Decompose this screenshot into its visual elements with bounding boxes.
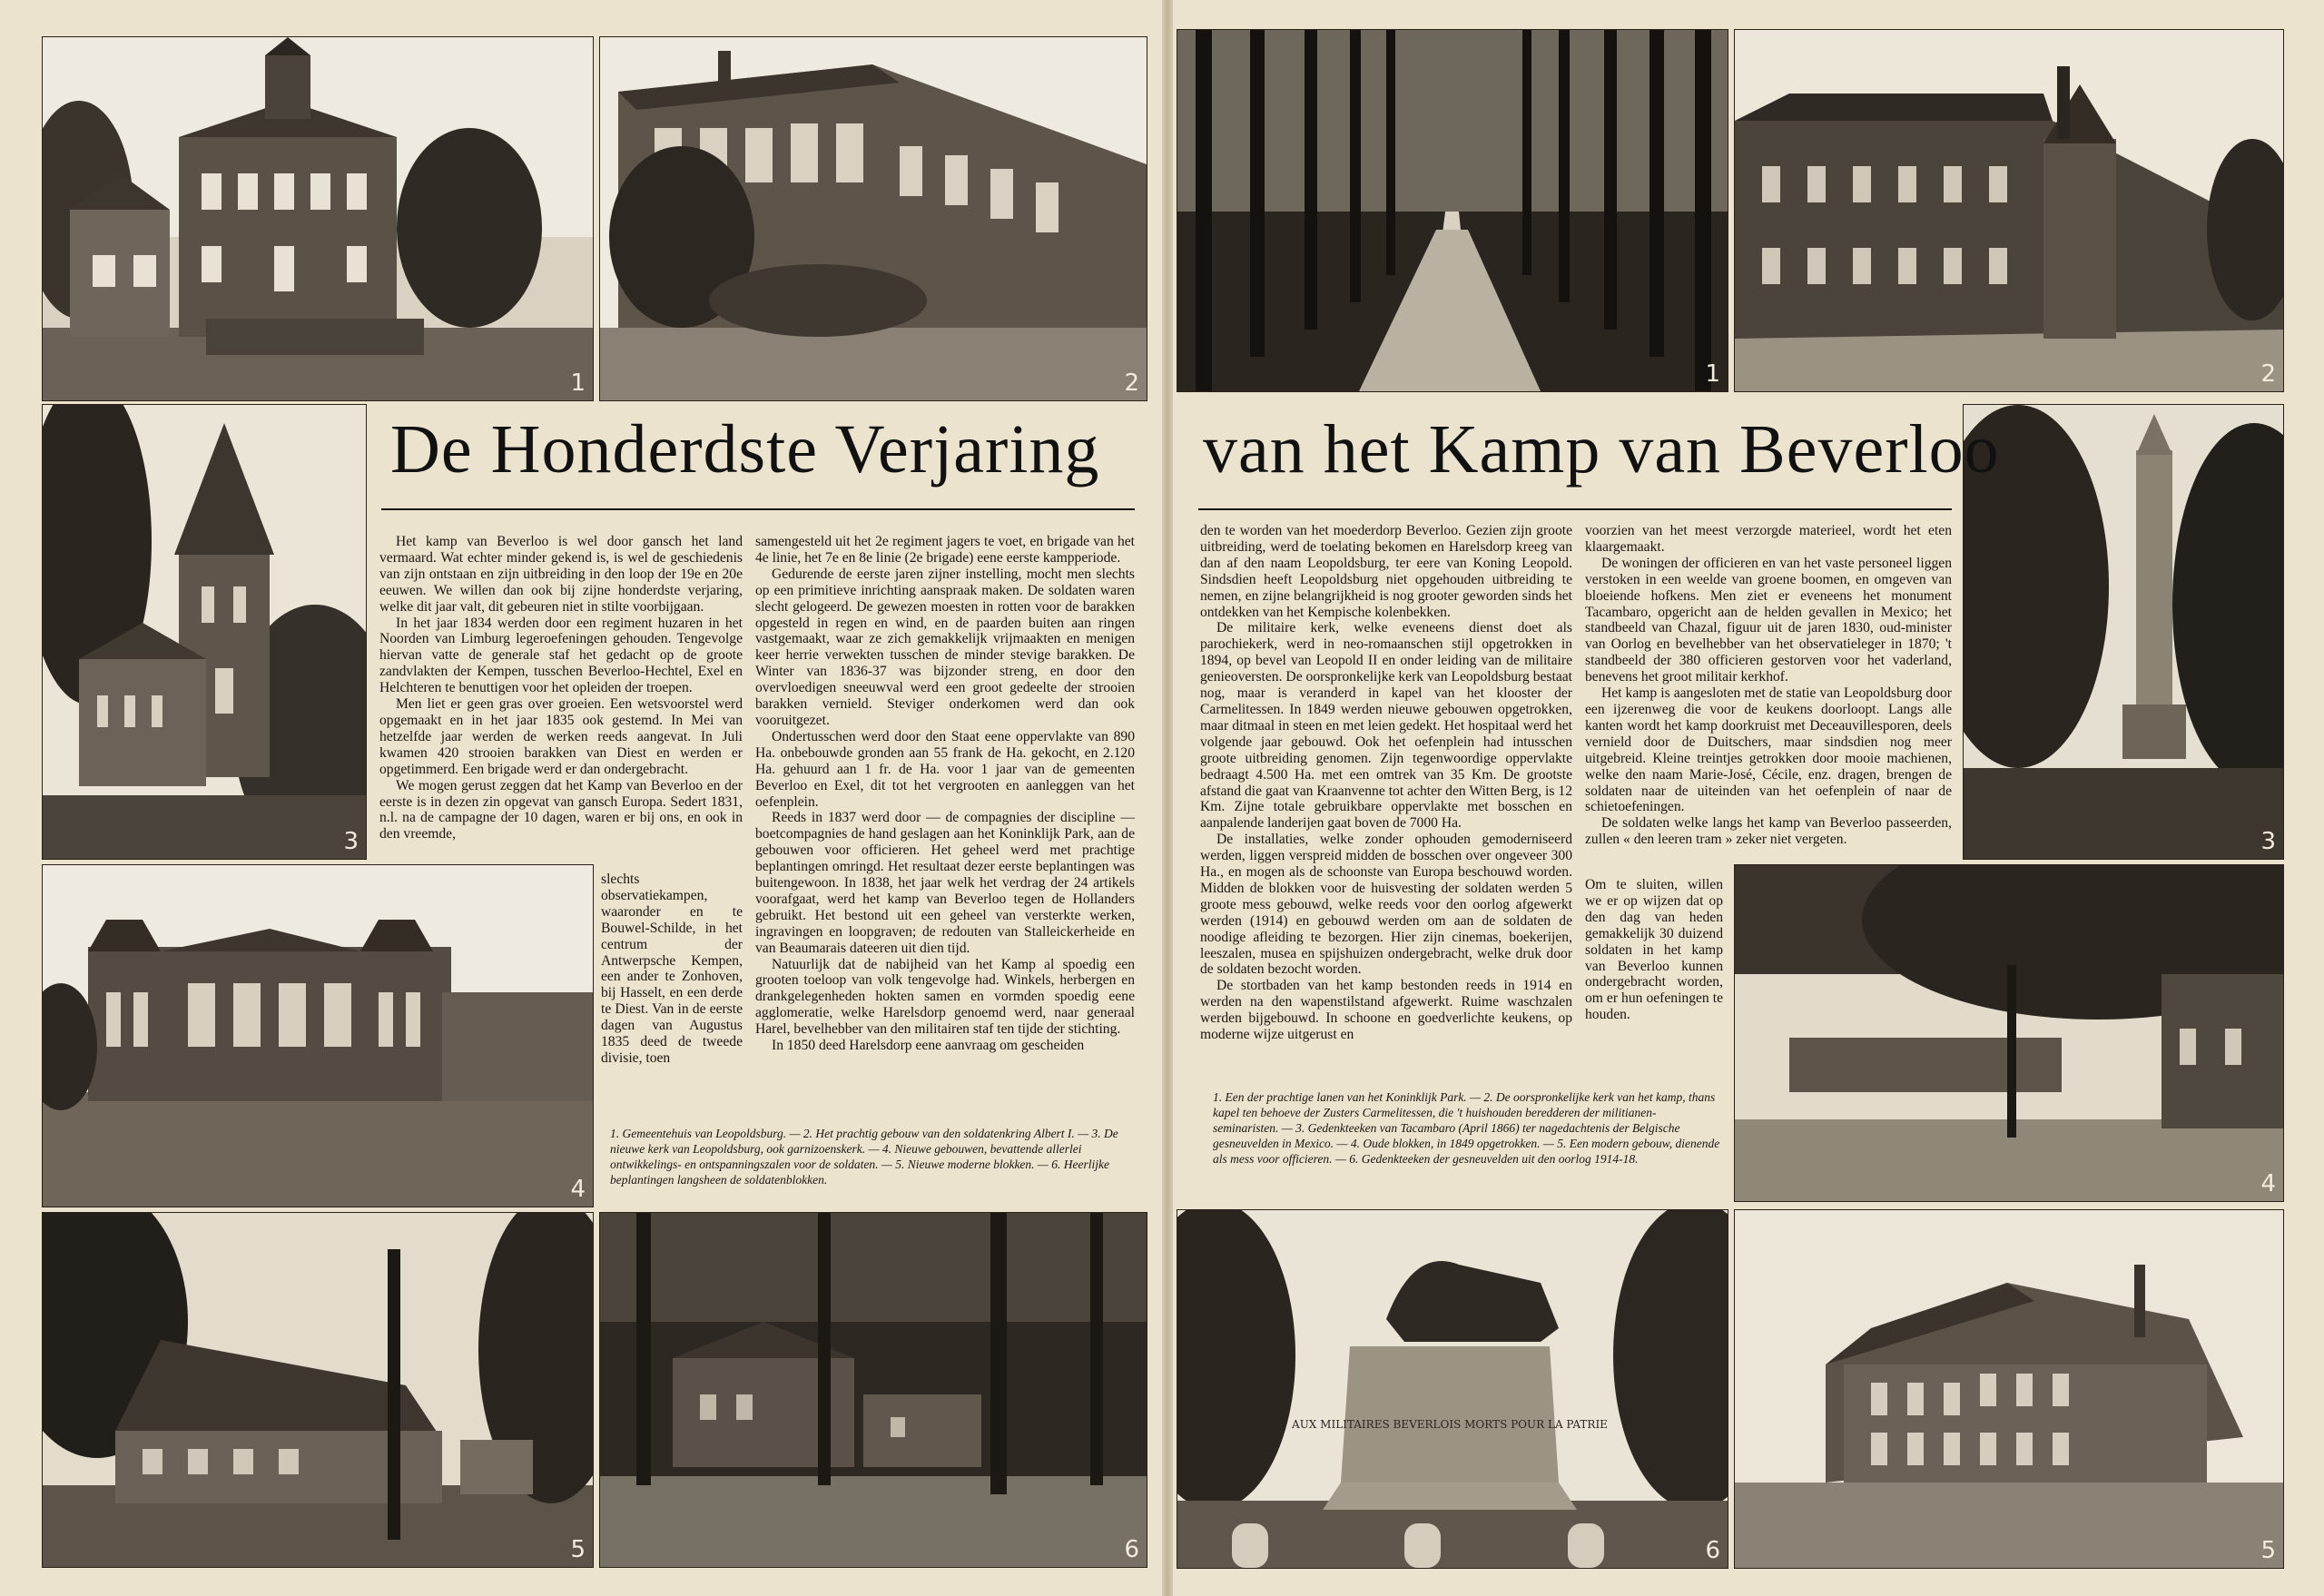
paragraph: De installaties, welke zonder ophouden gemoderniseerd werden, liggen verspreid midden de bosschen over ongeveer 300 Ha., en mogen als de schoonste van Europa beschouwd worden. Midden de blokken voor de huisvesting der soldaten werden 5 groote mess gebouwd, welke reeds voor den oorlog afgewerkt werden (1914) en gebouwd werden om aan de soldaten de noodige afleiding te bezorgen. Hier zijn cinemas, boekerijen, leeszalen, musea en spijshuizen ondergebracht, welke druk door de soldaten bezocht worden. [1200,832,1572,978]
paragraph: Het kamp is aangesloten met de statie van Leopoldsburg door een ijzerenweg die voor de keukens doorloopt. Langs alle kanten wordt het kamp doorkruist met Deceauvillesporen, deels vernield door de Duitschers, maar sindsdien nog meer uitgebreid. Kleine treintjes getrokken door mooie machienen, welke den naam Marie-José, Cécile, enz. dragen, brengen de soldaten naar de uiteinden van het oefenplein of naar de schietoefeningen. [1585,685,1952,815]
paragraph: In het jaar 1834 werden door een regiment huzaren in het Noorden van Limburg legeroefeningen gehouden. Tengevolge hiervan vatte de generale staf het gedacht op de groote zandvlakten der Kempen, tusschen Beverloo-Hechtel, Exel en Helchteren te benuttigen voor het opleiden der troepen. [379,615,743,696]
paragraph: samengesteld uit het 2e regiment jagers te voet, en brigade van het 4e linie, het 7e en 8e linie (2e brigade) eene eerste kampperiode. [755,534,1135,566]
photo-number: 6 [1124,1536,1139,1563]
photo-number: 1 [570,369,586,397]
photo-war-memorial [1177,1209,1728,1569]
paragraph: De militaire kerk, welke eveneens dienst doet als parochiekerk, werd in neo-romaanschen stijl opgetrokken in 1894, op bevel van Leopold II en onder leiding van de militaire genieoversten. De oorspronkelijke kerk van Leopoldsburg bestaat nog, maar is veranderd in kapel van het klooster der Carmelitessen. In 1849 werden nieuwe gebouwen opgetrokken, maar ditmaal in steen en met leien gedekt. Het hospitaal werd het volgende jaar gebouwd. Ook het oefenplein had intusschen groote uitbreiding genomen. Zijn tegenwoordige oppervlakte bedraagt 4.500 Ha. met een omtrek van 35 Km. De grootste afstand die gaat van Kraanvenne tot achter den Witten Berg, is 12 Km. Zijne totale gebruikbare oppervlakte met bosschen en aanpalende landerijen gaat boven de 7000 Ha. [1200,620,1572,832]
photo-number: 6 [1705,1537,1720,1564]
photo-number: 4 [570,1176,586,1203]
headline-left: De Honderdste Verjaring [390,411,1100,488]
article-column-4 [1585,523,1952,848]
paragraph: Gedurende de eerste jaren zijner instelling, mocht men slechts op een primitieve inrichting aanspraak maken. De soldaten waren slecht gelogeerd. De gewezen moesten in rotten voor de barakken opgesteld in regen en wind, en de paarden buiten aan ringen vastgemaakt, waar ze zich gemakkelijk vrijmaakten en menigen keer herrie verwekten tusschen de minder stevige barakken. De Winter van 1836-37 was bijzonder streng, en door den overvloedigen sneeuwval werd een groot gedeelte der strooien barakken vernield. Steviger onderkomen werd dan ook vooruitgezet. [755,566,1135,728]
photo-number: 2 [1124,369,1139,397]
paragraph: den te worden van het moederdorp Beverloo. Gezien zijn groote uitbreiding, werd de toelating bekomen en Harelsdorp kreeg van dan af den naam Leopoldsburg, ter eere van Koning Leopold. Sindsdien heeft Leopoldsburg niet opgehouden uitbreiding te nemen, en zijne belangrijkheid is nog grooter geworden sinds het ontdekken van het Kempische kolenbekken. [1200,523,1572,620]
center-fold [1162,0,1173,1596]
headline-rule [1198,508,1952,510]
photo-new-buildings [42,864,594,1207]
paragraph: Men liet er geen gras over groeien. Een wetsvoorstel werd opgemaakt en in het jaar 1835 ook gestemd. In Mei van hetzelfde jaar werden de werken reeds aangevat. In Juli kwamen 420 strooien barakken van Diest en werden er opgetimmerd. Een brigade werd er dan ondergebracht. [379,696,743,777]
photo-original-church [1734,29,2284,392]
paragraph: slechts observatiekampen, waaronder en te Bouwel-Schilde, in het centrum der Antwerpsche Kempen, een ander te Zonhoven, bij Hasselt, en een derde te Diest. Van in de eerste dagen van Augustus 1835 deed de tweede divisie, toen [601,872,743,1066]
photo-town-hall [42,36,594,401]
photo-modern-blocks [42,1212,594,1568]
photo-old-blocks [1734,864,2284,1202]
paragraph: Natuurlijk dat de nabijheid van het Kamp al spoedig een grooten toeloop van volk tengevolge had. Winkels, herbergen en drankgelegenheden hokten samen en vormden spoedig eene agglomeratie, welke Harelsdorp genoemd werd, naar generaal Harel, bevelhebber van den militairen staf ten tijde der stichting. [755,956,1135,1038]
article-column-1 [379,534,743,842]
paragraph: Reeds in 1837 werd door — de compagnies der discipline — boetcompagnies de hand geslagen aan het Koninklijk Park, aan de gebouwen voor officieren. Het geheel werd met prachtige beplantingen omringd. Het resultaat dezer eerste beplantingen was buitengewoon. In 1838, het jaar welk het verdrag der 24 artikels voorafgaat, werd het kamp van Beverloo tegen de Hollanders gebruikt. Het bestond uit een geheel van versterkte werken, ingravingen en loopgraven; de redouten van Stalleickerheide en van Beaumarais dateeren uit dien tijd. [755,810,1135,956]
paragraph: Ondertusschen werd door den Staat eene oppervlakte van 890 Ha. onbebouwde gronden aan 55 frank de Ha. gekocht, en 2.120 Ha. gehuurd aan 1 fr. de Ha. voor 1 jaar van de gemeenten Beverloo en Exel, dit tot het vergrooten en aanleggen van het oefenplein. [755,728,1135,810]
article-column-1-narrow [601,872,743,1067]
photo-caption-left: 1. Gemeentehuis van Leopoldsburg. — 2. Het prachtig gebouw van den soldatenkring Albert I. — 3. De nieuwe kerk van Leopoldsburg, ook garnizoenskerk. — 4. Nieuwe gebouwen, bevattende allerlei ontwikkelings- en ontspanningszalen voor de soldaten. — 5. Nieuwe moderne blokken. — 6. Heerlijke beplantingen langsheen de soldatenblokken. [610,1127,1118,1187]
photo-number: 5 [570,1536,586,1563]
headline-rule [381,508,1135,510]
paragraph: De soldaten welke langs het kamp van Beverloo passeerden, zullen « den leeren tram » zeker niet vergeten. [1585,815,1952,848]
photo-soldiers-club [599,36,1147,401]
photo-number: 5 [2260,1537,2276,1564]
paragraph: In 1850 deed Harelsdorp eene aanvraag om gescheiden [772,1038,1085,1054]
photo-number: 4 [2260,1170,2276,1197]
paragraph: We mogen gerust zeggen dat het Kamp van Beverloo en der eerste is in dezen zin opgevat van gansch Europa. Sedert 1831, n.l. na de campagne der 10 dagen, waren er bij ons, en ook in den vreemde, [379,777,743,842]
photo-plantings [599,1212,1147,1568]
paragraph: voorzien van het meest verzorgde materieel, wordt het eten klaargemaakt. [1585,523,1952,555]
photo-caption-right: 1. Een der prachtige lanen van het Koninklijk Park. — 2. De oorspronkelijke kerk van het kamp, thans kapel ten behoeve der Zusters Carmelitessen, die 't huishouden beredderen der militianen-seminaristen. — 3. Gedenkteeken van Tacambaro (April 1866) ter nagedachtenis der Belgische gesneuvelden in Mexico. — 4. Oude blokken, in 1849 opgetrokken. — 5. Een modern gebouw, dienende als mess voor officieren. — 6. Gedenkteeken der gesneuvelden uit den oorlog 1914-18. [1213,1090,1720,1166]
paragraph: De woningen der officieren en van het vaste personeel liggen verstoken in een weelde van groene boomen, en omgeven van bloeiende hofkens. Men ziet er eveneens het monument Tacambaro, opgericht aan de helden gevallen in Mexico; het standbeeld van Chazal, figuur uit de jaren 1830, oud-minister van Oorlog en bevelhebber van het observatieleger in 1870; 't standbeeld der 380 officieren gestorven voor het vaderland, benevens het groot militair kerkhof. [1585,555,1952,685]
photo-officers-mess [1734,1209,2284,1569]
paragraph: Om te sluiten, willen we er op wijzen dat op den dag van heden gemakkelijk 30 duizend soldaten in het kamp van Beverloo kunnen ondergebracht worden, om er hun oefeningen te houden. [1585,877,1723,1023]
article-column-3 [1200,523,1572,1043]
paragraph: Het kamp van Beverloo is wel door gansch het land vermaard. Wat echter minder gekend is, is wel de geschiedenis van zijn ontstaan en zijn uitbreiding in den loop der 19e en 20e eeuwen. We willen dan ook bij zijne honderdste verjaring, welke dit jaar valt, dit gebeuren niet in stilte voorbijgaan. [379,534,743,615]
photo-number: 2 [2260,360,2276,388]
monument-inscription: AUX MILITAIRES BEVERLOIS MORTS POUR LA PATRIE [1292,1418,1608,1431]
paragraph: De stortbaden van het kamp bestonden reeds in 1914 en werden na den wapenstilstand afgewerkt. Ruime waschzalen werden bijgebouwd. In schoone en goedverlichte keukens, op moderne wijze uitgerust en [1200,978,1572,1043]
photo-number: 3 [2260,828,2276,855]
article-column-2 [755,534,1135,1054]
headline-right: van het Kamp van Beverloo [1203,411,2000,488]
photo-number: 3 [343,828,359,855]
photo-church [42,404,367,860]
article-column-4-narrow [1585,877,1723,1023]
photo-tacambaro-monument [1963,404,2284,860]
photo-park-avenue [1177,29,1728,392]
photo-number: 1 [1705,360,1720,388]
